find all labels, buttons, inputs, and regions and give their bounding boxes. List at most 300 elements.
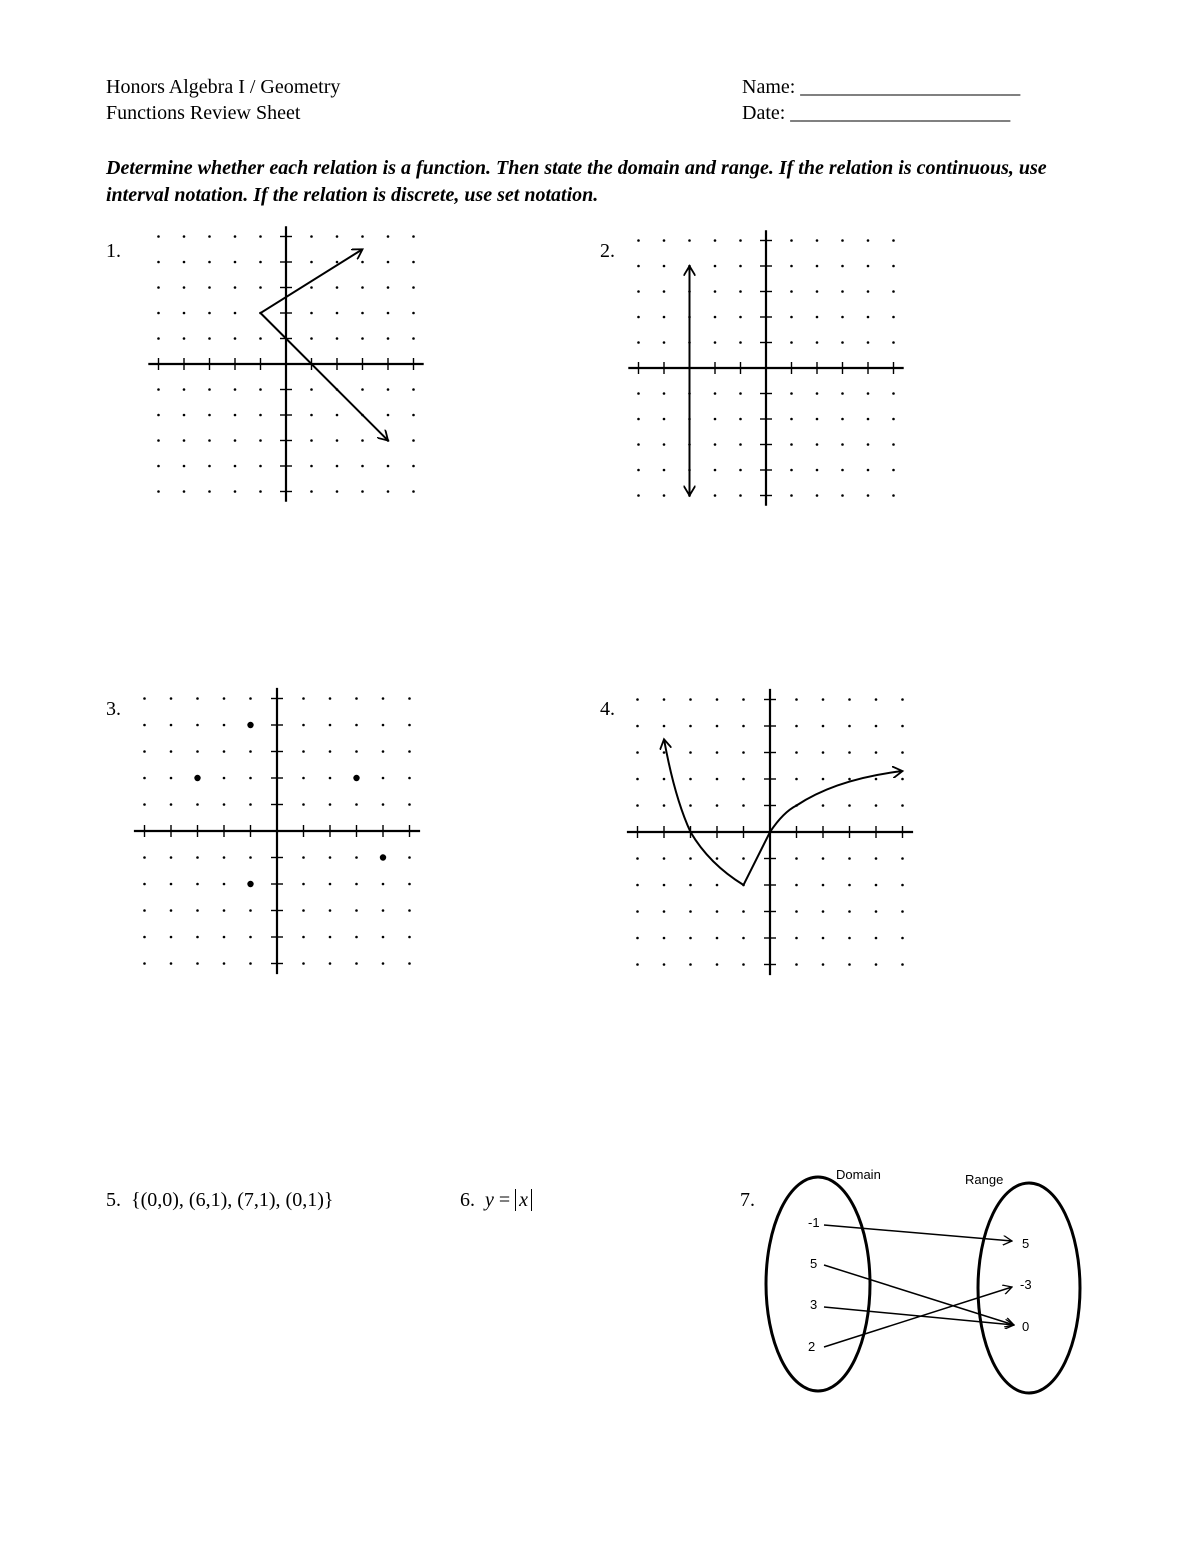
grid-dot bbox=[249, 777, 252, 780]
grid-dot bbox=[841, 341, 844, 344]
grid-dot bbox=[901, 963, 904, 966]
grid-dot bbox=[259, 261, 262, 264]
grid-dot bbox=[387, 312, 390, 315]
domain-value: 3 bbox=[810, 1297, 818, 1312]
grid-dot bbox=[208, 414, 211, 417]
grid-dot bbox=[408, 936, 411, 939]
problem-1-number: 1. bbox=[106, 240, 121, 262]
grid-dot bbox=[361, 235, 364, 238]
grid-dot bbox=[790, 494, 793, 497]
grid-dot bbox=[259, 235, 262, 238]
grid-dot bbox=[739, 341, 742, 344]
grid-dot bbox=[382, 750, 385, 753]
grid-dot bbox=[143, 962, 146, 965]
grid-dot bbox=[143, 777, 146, 780]
grid-dot bbox=[361, 337, 364, 340]
grid-dot bbox=[196, 962, 199, 965]
grid-dot bbox=[412, 286, 415, 289]
grid-dot bbox=[387, 388, 390, 391]
grid-dot bbox=[637, 494, 640, 497]
grid-dot bbox=[302, 803, 305, 806]
grid-dot bbox=[822, 778, 825, 781]
grid-dot bbox=[637, 341, 640, 344]
grid-dot bbox=[329, 856, 332, 859]
grid-dot bbox=[716, 751, 719, 754]
relation-line bbox=[261, 249, 389, 440]
grid-dot bbox=[663, 804, 666, 807]
problem-5 bbox=[106, 1188, 333, 1212]
grid-dot bbox=[822, 937, 825, 940]
name-field[interactable]: Name: ______________________ bbox=[742, 76, 1021, 98]
grid-dot bbox=[816, 265, 819, 268]
grid-dot bbox=[636, 751, 639, 754]
grid-dot bbox=[302, 750, 305, 753]
grid-dot bbox=[223, 724, 226, 727]
grid-dot bbox=[716, 698, 719, 701]
grid-dot bbox=[143, 883, 146, 886]
grid-dot bbox=[892, 290, 895, 293]
grid-dot bbox=[867, 316, 870, 319]
grid-dot bbox=[412, 388, 415, 391]
grid-dot bbox=[901, 751, 904, 754]
grid-dot bbox=[143, 856, 146, 859]
grid-dot bbox=[637, 469, 640, 472]
grid-dot bbox=[223, 697, 226, 700]
grid-dot bbox=[742, 751, 745, 754]
grid-dot bbox=[739, 418, 742, 421]
grid-dot bbox=[157, 312, 160, 315]
grid-dot bbox=[663, 725, 666, 728]
grid-dot bbox=[742, 963, 745, 966]
grid-dot bbox=[412, 465, 415, 468]
grid-dot bbox=[196, 724, 199, 727]
grid-dot bbox=[302, 777, 305, 780]
grid-dot bbox=[302, 883, 305, 886]
grid-dot bbox=[336, 465, 339, 468]
grid-dot bbox=[716, 725, 719, 728]
grid-dot bbox=[234, 388, 237, 391]
grid-dot bbox=[170, 909, 173, 912]
grid-dot bbox=[892, 443, 895, 446]
grid-dot bbox=[742, 698, 745, 701]
grid-dot bbox=[901, 698, 904, 701]
grid-dot bbox=[795, 698, 798, 701]
grid-dot bbox=[234, 465, 237, 468]
grid-dot bbox=[875, 910, 878, 913]
grid-dot bbox=[412, 337, 415, 340]
grid-dot bbox=[170, 883, 173, 886]
range-label: Range bbox=[965, 1172, 1004, 1187]
grid-dot bbox=[742, 937, 745, 940]
grid-dot bbox=[689, 963, 692, 966]
grid-dot bbox=[875, 804, 878, 807]
grid-dot bbox=[387, 414, 390, 417]
grid-dot bbox=[822, 963, 825, 966]
grid-dot bbox=[234, 261, 237, 264]
grid-dot bbox=[170, 803, 173, 806]
grid-dot bbox=[329, 909, 332, 912]
grid-dot bbox=[901, 910, 904, 913]
grid-dot bbox=[822, 804, 825, 807]
grid-dot bbox=[875, 778, 878, 781]
grid-dot bbox=[329, 883, 332, 886]
grid-dot bbox=[716, 884, 719, 887]
grid-dot bbox=[892, 316, 895, 319]
grid-dot bbox=[249, 750, 252, 753]
grid-dot bbox=[663, 341, 666, 344]
grid-dot bbox=[663, 884, 666, 887]
grid-dot bbox=[170, 697, 173, 700]
grid-dot bbox=[170, 936, 173, 939]
grid-dot bbox=[742, 857, 745, 860]
grid-dot bbox=[636, 857, 639, 860]
grid-dot bbox=[157, 286, 160, 289]
grid-dot bbox=[816, 469, 819, 472]
grid-dot bbox=[208, 439, 211, 442]
plotted-point bbox=[247, 881, 253, 887]
grid-dot bbox=[249, 962, 252, 965]
grid-dot bbox=[739, 290, 742, 293]
grid-dot bbox=[790, 418, 793, 421]
grid-dot bbox=[688, 239, 691, 242]
grid-dot bbox=[716, 910, 719, 913]
grid-dot bbox=[223, 909, 226, 912]
grid-dot bbox=[714, 443, 717, 446]
grid-dot bbox=[816, 290, 819, 293]
grid-dot bbox=[714, 290, 717, 293]
grid-dot bbox=[183, 439, 186, 442]
grid-dot bbox=[790, 392, 793, 395]
grid-dot bbox=[223, 750, 226, 753]
grid-dot bbox=[636, 698, 639, 701]
grid-dot bbox=[714, 239, 717, 242]
grid-dot bbox=[382, 724, 385, 727]
grid-dot bbox=[636, 884, 639, 887]
grid-dot bbox=[355, 697, 358, 700]
grid-dot bbox=[310, 465, 313, 468]
grid-dot bbox=[848, 937, 851, 940]
grid-dot bbox=[742, 910, 745, 913]
grid-dot bbox=[157, 235, 160, 238]
grid-dot bbox=[689, 698, 692, 701]
grid-dot bbox=[867, 239, 870, 242]
grid-dot bbox=[387, 490, 390, 493]
grid-dot bbox=[355, 856, 358, 859]
grid-dot bbox=[663, 910, 666, 913]
grid-dot bbox=[636, 778, 639, 781]
grid-dot bbox=[848, 857, 851, 860]
grid-dot bbox=[795, 725, 798, 728]
domain-value: 5 bbox=[810, 1256, 818, 1271]
date-field[interactable]: Date: ______________________ bbox=[742, 102, 1011, 124]
grid-dot bbox=[637, 443, 640, 446]
grid-dot bbox=[143, 697, 146, 700]
grid-dot bbox=[637, 392, 640, 395]
grid-dot bbox=[310, 490, 313, 493]
grid-dot bbox=[361, 490, 364, 493]
grid-dot bbox=[663, 778, 666, 781]
grid-dot bbox=[382, 883, 385, 886]
grid-dot bbox=[637, 290, 640, 293]
grid-dot bbox=[329, 750, 332, 753]
problem-4-number: 4. bbox=[600, 698, 615, 720]
grid-dot bbox=[387, 465, 390, 468]
grid-dot bbox=[336, 235, 339, 238]
grid-dot bbox=[361, 312, 364, 315]
grid-dot bbox=[739, 443, 742, 446]
grid-dot bbox=[382, 777, 385, 780]
grid-dot bbox=[361, 388, 364, 391]
grid-dot bbox=[848, 884, 851, 887]
grid-dot bbox=[208, 490, 211, 493]
grid-dot bbox=[901, 884, 904, 887]
grid-dot bbox=[841, 392, 844, 395]
problem-7-number: 7. bbox=[740, 1189, 755, 1211]
grid-dot bbox=[637, 316, 640, 319]
grid-dot bbox=[355, 962, 358, 965]
problem-6 bbox=[460, 1188, 532, 1212]
grid-dot bbox=[816, 443, 819, 446]
grid-dot bbox=[157, 261, 160, 264]
grid-dot bbox=[143, 936, 146, 939]
sheet-title: Functions Review Sheet bbox=[106, 102, 301, 124]
grid-dot bbox=[841, 443, 844, 446]
grid-dot bbox=[336, 312, 339, 315]
grid-dot bbox=[408, 962, 411, 965]
grid-dot bbox=[790, 469, 793, 472]
grid-dot bbox=[816, 341, 819, 344]
grid-dot bbox=[714, 469, 717, 472]
range-value: -3 bbox=[1020, 1277, 1032, 1292]
grid-dot bbox=[382, 962, 385, 965]
grid-dot bbox=[249, 936, 252, 939]
grid-dot bbox=[183, 490, 186, 493]
grid-dot bbox=[234, 490, 237, 493]
plotted-point bbox=[247, 722, 253, 728]
grid-dot bbox=[663, 751, 666, 754]
grid-dot bbox=[663, 937, 666, 940]
grid-dot bbox=[196, 697, 199, 700]
grid-dot bbox=[739, 469, 742, 472]
grid-dot bbox=[234, 337, 237, 340]
grid-dot bbox=[157, 414, 160, 417]
grid-dot bbox=[302, 856, 305, 859]
grid-dot bbox=[387, 337, 390, 340]
problem-6-number: 6. bbox=[460, 1189, 475, 1211]
grid-dot bbox=[841, 265, 844, 268]
grid-dot bbox=[901, 725, 904, 728]
grid-dot bbox=[795, 751, 798, 754]
grid-dot bbox=[223, 856, 226, 859]
grid-dot bbox=[183, 235, 186, 238]
grid-dot bbox=[183, 261, 186, 264]
grid-dot bbox=[234, 312, 237, 315]
grid-dot bbox=[637, 265, 640, 268]
grid-dot bbox=[387, 286, 390, 289]
grid-dot bbox=[157, 465, 160, 468]
grid-dot bbox=[412, 414, 415, 417]
instructions: Determine whether each relation is a function. Then state the domain and range. If the relation is continuous, use interval notation. If the relation is discrete, use set notation. bbox=[106, 157, 1047, 206]
grid-dot bbox=[875, 963, 878, 966]
grid-dot bbox=[223, 936, 226, 939]
problem-5-set: {(0,0), (6,1), (7,1), (0,1)} bbox=[131, 1189, 334, 1211]
grid-dot bbox=[867, 443, 870, 446]
grid-dot bbox=[170, 750, 173, 753]
grid-dot bbox=[848, 963, 851, 966]
grid-dot bbox=[716, 778, 719, 781]
grid-dot bbox=[689, 857, 692, 860]
grid-dot bbox=[412, 312, 415, 315]
grid-dot bbox=[302, 724, 305, 727]
grid-dot bbox=[663, 290, 666, 293]
grid-dot bbox=[901, 937, 904, 940]
grid-dot bbox=[663, 469, 666, 472]
grid-dot bbox=[816, 316, 819, 319]
grid-dot bbox=[223, 777, 226, 780]
grid-dot bbox=[716, 963, 719, 966]
grid-dot bbox=[329, 936, 332, 939]
grid-dot bbox=[183, 286, 186, 289]
grid-dot bbox=[663, 963, 666, 966]
grid-dot bbox=[234, 286, 237, 289]
grid-dot bbox=[867, 469, 870, 472]
problem-6-equals: = bbox=[498, 1189, 511, 1211]
grid-dot bbox=[157, 337, 160, 340]
grid-dot bbox=[848, 725, 851, 728]
grid-dot bbox=[196, 750, 199, 753]
grid-dot bbox=[742, 804, 745, 807]
grid-dot bbox=[208, 465, 211, 468]
grid-dot bbox=[234, 235, 237, 238]
grid-dot bbox=[143, 750, 146, 753]
grid-dot bbox=[867, 418, 870, 421]
grid-dot bbox=[795, 857, 798, 860]
grid-dot bbox=[336, 414, 339, 417]
grid-dot bbox=[249, 909, 252, 912]
grid-dot bbox=[408, 697, 411, 700]
grid-dot bbox=[408, 750, 411, 753]
grid-dot bbox=[848, 778, 851, 781]
grid-dot bbox=[183, 388, 186, 391]
grid-dot bbox=[143, 909, 146, 912]
grid-dot bbox=[875, 857, 878, 860]
grid-dot bbox=[841, 494, 844, 497]
grid-dot bbox=[408, 856, 411, 859]
grid-dot bbox=[867, 494, 870, 497]
function-curve bbox=[664, 739, 903, 885]
grid-dot bbox=[223, 803, 226, 806]
grid-dot bbox=[714, 265, 717, 268]
grid-dot bbox=[816, 392, 819, 395]
domain-label: Domain bbox=[836, 1167, 881, 1182]
grid-dot bbox=[637, 239, 640, 242]
problem-6-lhs: y bbox=[485, 1189, 494, 1211]
grid-dot bbox=[742, 725, 745, 728]
grid-dot bbox=[408, 909, 411, 912]
grid-dot bbox=[223, 883, 226, 886]
grid-dot bbox=[387, 235, 390, 238]
grid-dot bbox=[892, 494, 895, 497]
grid-dot bbox=[382, 936, 385, 939]
grid-dot bbox=[901, 857, 904, 860]
graph-1 bbox=[150, 228, 422, 500]
grid-dot bbox=[636, 963, 639, 966]
grid-dot bbox=[259, 286, 262, 289]
grid-dot bbox=[382, 803, 385, 806]
range-value: 0 bbox=[1022, 1319, 1030, 1334]
grid-dot bbox=[663, 494, 666, 497]
grid-dot bbox=[208, 388, 211, 391]
grid-dot bbox=[259, 414, 262, 417]
grid-dot bbox=[822, 910, 825, 913]
grid-dot bbox=[637, 418, 640, 421]
grid-dot bbox=[208, 337, 211, 340]
grid-dot bbox=[875, 698, 878, 701]
grid-dot bbox=[739, 239, 742, 242]
grid-dot bbox=[848, 910, 851, 913]
grid-dot bbox=[355, 936, 358, 939]
grid-dot bbox=[310, 261, 313, 264]
grid-dot bbox=[901, 804, 904, 807]
grid-dot bbox=[382, 909, 385, 912]
grid-dot bbox=[302, 936, 305, 939]
absolute-value-bars bbox=[515, 1189, 532, 1211]
grid-dot bbox=[259, 337, 262, 340]
grid-dot bbox=[310, 337, 313, 340]
grid-dot bbox=[355, 909, 358, 912]
plotted-point bbox=[353, 775, 359, 781]
grid-dot bbox=[790, 316, 793, 319]
grid-dot bbox=[822, 751, 825, 754]
grid-dot bbox=[302, 909, 305, 912]
grid-dot bbox=[310, 312, 313, 315]
grid-dot bbox=[875, 751, 878, 754]
grid-dot bbox=[636, 804, 639, 807]
grid-dot bbox=[822, 884, 825, 887]
plotted-point bbox=[380, 854, 386, 860]
grid-dot bbox=[249, 803, 252, 806]
grid-dot bbox=[208, 286, 211, 289]
grid-dot bbox=[892, 239, 895, 242]
grid-dot bbox=[183, 465, 186, 468]
grid-dot bbox=[302, 962, 305, 965]
grid-dot bbox=[892, 265, 895, 268]
grid-dot bbox=[310, 286, 313, 289]
grid-dot bbox=[336, 490, 339, 493]
grid-dot bbox=[234, 439, 237, 442]
grid-dot bbox=[714, 341, 717, 344]
grid-dot bbox=[259, 465, 262, 468]
grid-dot bbox=[901, 778, 904, 781]
grid-dot bbox=[361, 465, 364, 468]
problem-5-number: 5. bbox=[106, 1189, 121, 1211]
grid-dot bbox=[302, 697, 305, 700]
grid-dot bbox=[790, 341, 793, 344]
grid-dot bbox=[259, 490, 262, 493]
range-value: 5 bbox=[1022, 1236, 1030, 1251]
grid-dot bbox=[382, 697, 385, 700]
grid-dot bbox=[816, 418, 819, 421]
grid-dot bbox=[387, 261, 390, 264]
grid-dot bbox=[408, 883, 411, 886]
grid-dot bbox=[875, 937, 878, 940]
grid-dot bbox=[841, 469, 844, 472]
grid-dot bbox=[714, 316, 717, 319]
grid-dot bbox=[689, 884, 692, 887]
grid-dot bbox=[848, 698, 851, 701]
grid-dot bbox=[816, 494, 819, 497]
grid-dot bbox=[636, 910, 639, 913]
